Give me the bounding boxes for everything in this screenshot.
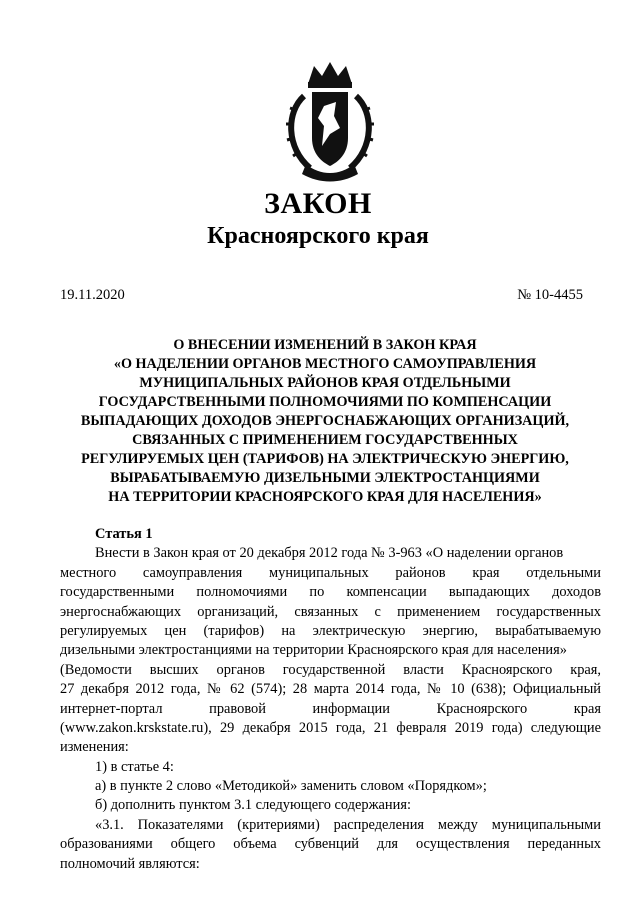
- document-number: № 10-4455: [517, 287, 583, 303]
- heading-line: ГОСУДАРСТВЕННЫМИ ПОЛНОМОЧИЯМИ ПО КОМПЕНСАЦИИ: [98, 394, 552, 410]
- heading-line: «О НАДЕЛЕНИИ ОРГАНОВ МЕСТНОГО САМОУПРАВЛЕНИЯ: [113, 356, 537, 372]
- document-date: 19.11.2020: [60, 287, 125, 303]
- heading-line: НА ТЕРРИТОРИИ КРАСНОЯРСКОГО КРАЯ ДЛЯ НАСЕЛЕНИЯ»: [108, 489, 542, 505]
- body-line: 1) в статье 4:: [95, 758, 174, 775]
- body-line: полномочий являются:: [60, 855, 200, 872]
- body-line: интернет-портал правовой информации Красноярского края: [60, 700, 601, 717]
- body-line: энергоснабжающих организаций, связанных с применением государственных: [60, 603, 601, 620]
- body-line: (Ведомости высших органов государственной власти Красноярского края,: [60, 661, 601, 678]
- body-line: «3.1. Показателями (критериями) распределения между муниципальными: [95, 816, 601, 833]
- body-line: а) в пункте 2 слово «Методикой» заменить словом «Порядком»;: [95, 778, 487, 795]
- heading-line: ВЫПАДАЮЩИХ ДОХОДОВ ЭНЕРГОСНАБЖАЮЩИХ ОРГАНИЗАЦИЙ,: [80, 413, 570, 429]
- body-line: образованиями общего объема субвенций для осуществления переданных: [60, 836, 601, 853]
- document-title: ЗАКОН: [264, 187, 372, 220]
- heading-line: РЕГУЛИРУЕМЫХ ЦЕН (ТАРИФОВ) НА ЭЛЕКТРИЧЕСКУЮ ЭНЕРГИЮ,: [81, 451, 569, 467]
- heading-line: СВЯЗАННЫХ С ПРИМЕНЕНИЕМ ГОСУДАРСТВЕННЫХ: [132, 432, 518, 448]
- coat-of-arms-icon: [284, 60, 376, 182]
- body-line: (www.zakon.krskstate.ru), 29 декабря 2015 года, 21 февраля 2019 года) следующие: [60, 719, 601, 736]
- heading-line: МУНИЦИПАЛЬНЫХ РАЙОНОВ КРАЯ ОТДЕЛЬНЫМИ: [139, 375, 511, 391]
- body-line: б) дополнить пунктом 3.1 следующего содержания:: [95, 797, 411, 814]
- heading-line: ВЫРАБАТЫВАЕМУЮ ДИЗЕЛЬНЫМИ ЭЛЕКТРОСТАНЦИЯМИ: [110, 470, 540, 486]
- body-line: изменения:: [60, 739, 129, 756]
- article-title: Статья 1: [95, 526, 153, 542]
- document-subtitle: Красноярского края: [207, 223, 429, 249]
- body-line: Внести в Закон края от 20 декабря 2012 года № 3-963 «О наделении органов: [95, 545, 564, 562]
- body-line: 27 декабря 2012 года, № 62 (574); 28 марта 2014 года, № 10 (638); Официальный: [60, 681, 601, 698]
- body-line: регулируемых цен (тарифов) на электрическую энергию, вырабатываемую: [60, 622, 601, 639]
- body-line: дизельными электростанциями на территории Красноярского края для населения»: [60, 642, 567, 659]
- heading-line: О ВНЕСЕНИИ ИЗМЕНЕНИЙ В ЗАКОН КРАЯ: [173, 337, 477, 353]
- article-body: [60, 525, 601, 874]
- law-heading: [50, 336, 600, 507]
- body-line: государственными полномочиями по компенсации выпадающих доходов: [60, 584, 601, 601]
- body-line: местного самоуправления муниципальных районов края отдельными: [60, 564, 601, 581]
